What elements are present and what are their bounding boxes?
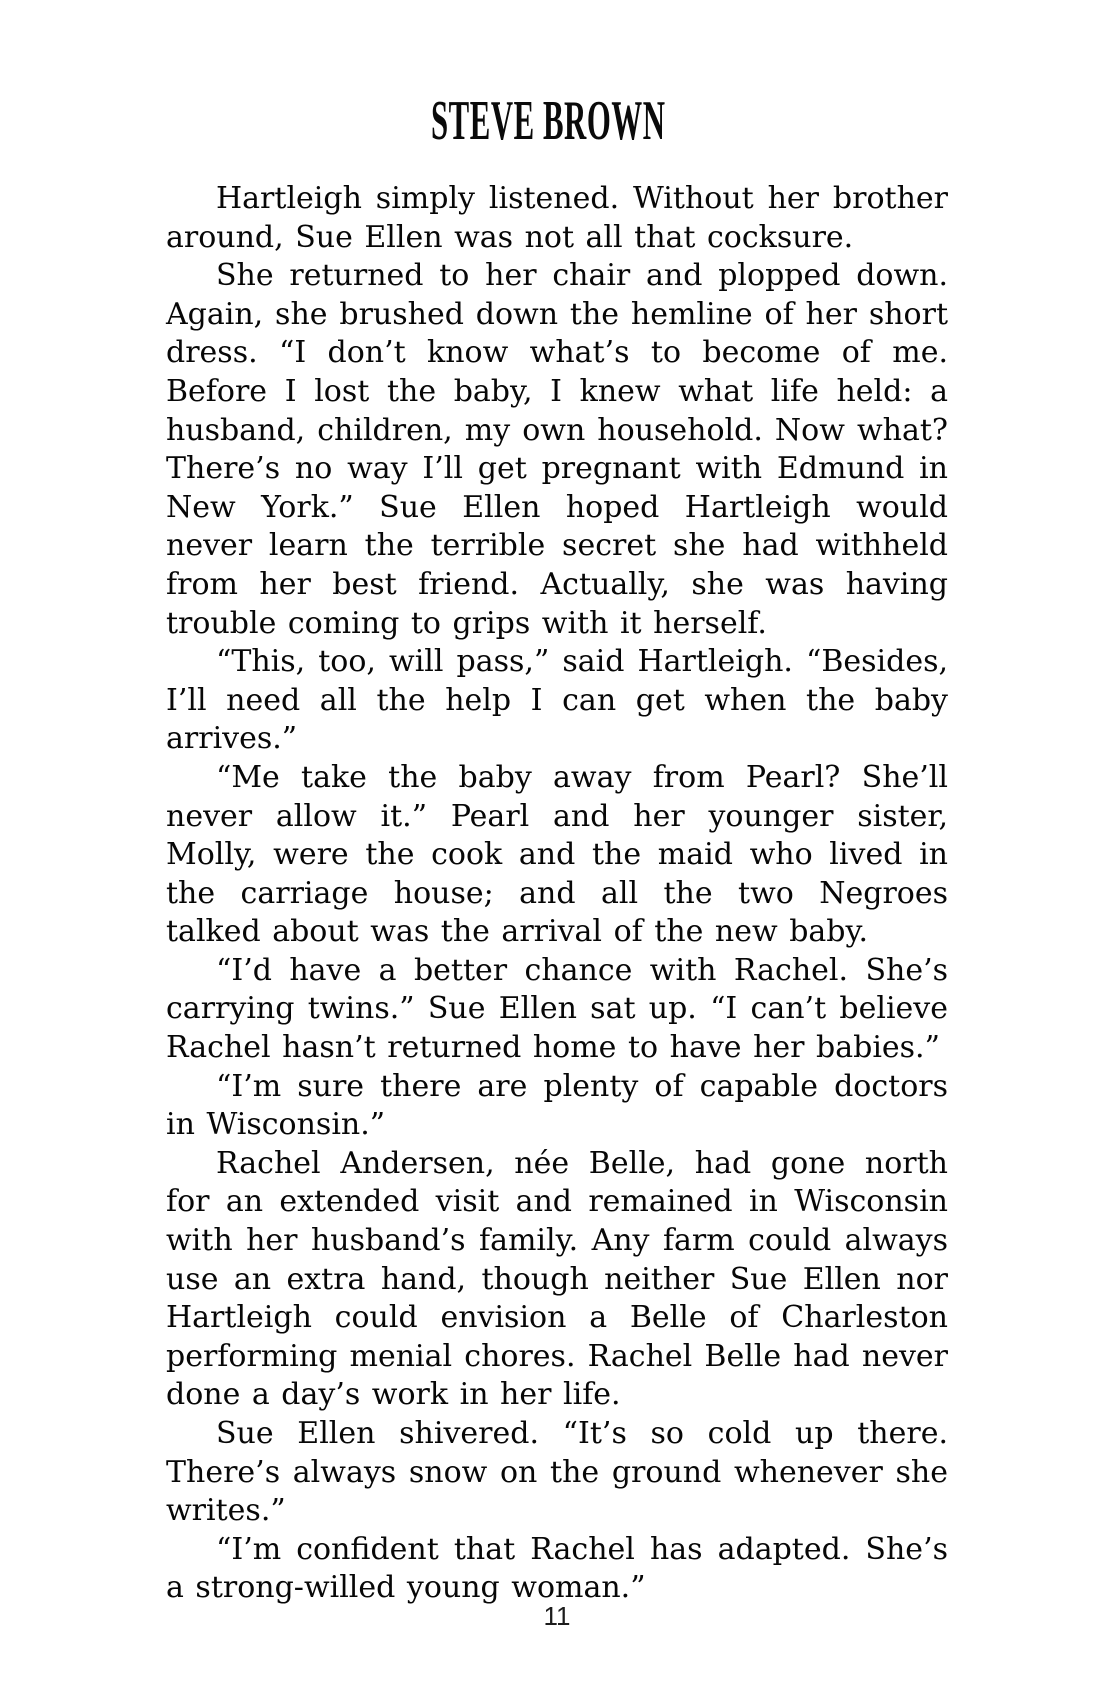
running-header xyxy=(0,90,1096,152)
body-paragraph: She returned to her chair and plopped down. Again, she brushed down the hemline of her short dress. “I don’t know what’s to become of me. Before I lost the baby, I knew what life held: a husband, children, my own household. Now what? There’s no way I’ll get pregnant with Edmund in New York.” Sue Ellen hoped Hartleigh would never learn the terrible secret she had withheld from her best friend. Actually, she was having trouble coming to grips with it herself. xyxy=(166,258,948,641)
author-name-header: STEVE BROWN xyxy=(430,90,666,152)
body-paragraph: Sue Ellen shivered. “It’s so cold up there. There’s always snow on the ground whenever she writes.” xyxy=(166,1416,948,1529)
body-paragraph: Hartleigh simply listened. Without her brother around, Sue Ellen was not all that cocksure. xyxy=(166,181,948,255)
body-paragraph: “I’m confident that Rachel has adapted. She’s a strong-willed young woman.” xyxy=(166,1531,948,1606)
body-paragraph: Rachel Andersen, née Belle, had gone north for an extended visit and remained in Wisconsin with her husband’s family. Any farm could always use an extra hand, though neither Sue Ellen nor Hartleigh could envision a Belle of Charleston performing menial chores. Rachel Belle had never done a day’s work in her life. xyxy=(166,1145,948,1413)
body-text-block xyxy=(166,180,948,1608)
body-paragraph: “Me take the baby away from Pearl? She’ll never allow it.” Pearl and her younger sister, Molly, were the cook and the maid who lived in the carriage house; and all the two Negroes talked about was the arrival of the new baby. xyxy=(166,759,948,950)
body-paragraph: “I’d have a better chance with Rachel. She’s carrying twins.” Sue Ellen sat up. “I can’t believe Rachel hasn’t returned home to have her babies.” xyxy=(166,952,948,1066)
body-paragraph: “I’m sure there are plenty of capable doctors in Wisconsin.” xyxy=(166,1068,948,1143)
body-paragraph: “This, too, will pass,” said Hartleigh. “Besides, I’ll need all the help I can get when the baby arrives.” xyxy=(166,644,948,757)
page-footer xyxy=(166,1601,948,1632)
page-number: 11 xyxy=(543,1601,571,1631)
